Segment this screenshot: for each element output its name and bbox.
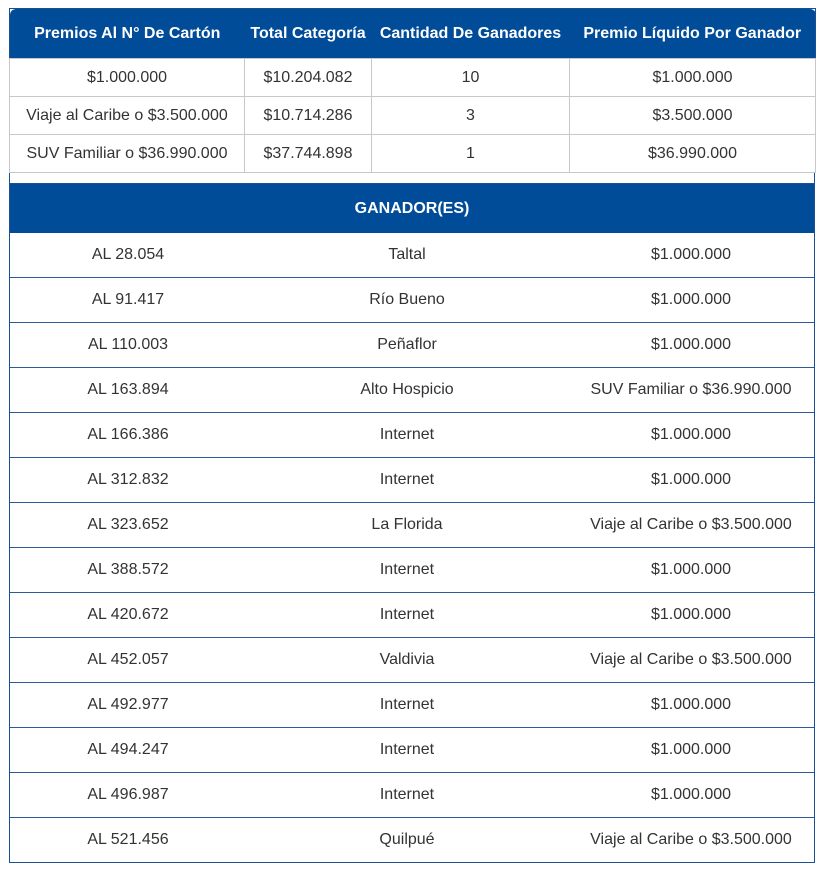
prize-cell: $1.000.000 — [650, 561, 732, 578]
city-cell: Internet — [379, 696, 435, 713]
prize-category-cell: SUV Familiar o $36.990.000 — [10, 135, 245, 173]
prize-cell: SUV Familiar o $36.990.000 — [590, 381, 792, 398]
prize-cell: $1.000.000 — [650, 336, 732, 353]
net-prize-cell: $1.000.000 — [570, 59, 816, 97]
results-container — [9, 8, 815, 863]
ticket-number-cell: AL 521.456 — [87, 831, 169, 848]
ticket-number-cell: AL 28.054 — [91, 246, 165, 263]
prize-table-header-row — [10, 9, 816, 59]
city-cell: Taltal — [388, 246, 426, 263]
city-cell: Internet — [379, 741, 435, 758]
city-cell: Valdivia — [379, 651, 435, 668]
ticket-number-cell: AL 312.832 — [87, 471, 169, 488]
prize-cell: $1.000.000 — [650, 606, 732, 623]
city-cell: Alto Hospicio — [360, 381, 454, 398]
table-row — [10, 367, 814, 412]
city-cell: La Florida — [371, 516, 443, 533]
net-prize-cell: $3.500.000 — [570, 97, 816, 135]
ticket-number-cell: AL 420.672 — [87, 606, 169, 623]
ticket-number-cell: AL 452.057 — [87, 651, 169, 668]
header-total-categoria: Total Categoría — [245, 9, 372, 59]
winners-list — [10, 233, 814, 862]
table-row — [10, 412, 814, 457]
city-cell: Internet — [379, 471, 435, 488]
prize-category-cell: Viaje al Caribe o $3.500.000 — [10, 97, 245, 135]
prize-cell: Viaje al Caribe o $3.500.000 — [590, 516, 792, 533]
table-row — [10, 59, 816, 97]
table-row — [10, 277, 814, 322]
table-row — [10, 592, 814, 637]
total-category-cell: $10.204.082 — [245, 59, 372, 97]
prize-cell: $1.000.000 — [650, 786, 732, 803]
table-row — [10, 502, 814, 547]
prize-category-cell: $1.000.000 — [10, 59, 245, 97]
table-row — [10, 637, 814, 682]
net-prize-cell: $36.990.000 — [570, 135, 816, 173]
winner-count-cell: 3 — [372, 97, 570, 135]
prize-cell: $1.000.000 — [650, 741, 732, 758]
table-row — [10, 135, 816, 173]
winners-table — [9, 183, 815, 863]
table-row — [10, 817, 814, 862]
table-row — [10, 457, 814, 502]
winners-title: GANADOR(ES) — [10, 184, 814, 233]
ticket-number-cell: AL 323.652 — [87, 516, 169, 533]
table-row — [10, 727, 814, 772]
header-premios-carton: Premios Al N° De Cartón — [10, 9, 245, 59]
prize-cell: $1.000.000 — [650, 426, 732, 443]
prize-cell: Viaje al Caribe o $3.500.000 — [590, 831, 792, 848]
header-cantidad-ganadores: Cantidad De Ganadores — [372, 9, 570, 59]
table-row — [10, 772, 814, 817]
total-category-cell: $10.714.286 — [245, 97, 372, 135]
prize-cell: $1.000.000 — [650, 696, 732, 713]
ticket-number-cell: AL 91.417 — [91, 291, 165, 308]
city-cell: Río Bueno — [369, 291, 445, 308]
city-cell: Internet — [379, 561, 435, 578]
city-cell: Internet — [379, 426, 435, 443]
prize-cell: $1.000.000 — [650, 246, 732, 263]
ticket-number-cell: AL 163.894 — [87, 381, 169, 398]
ticket-number-cell: AL 494.247 — [87, 741, 169, 758]
ticket-number-cell: AL 110.003 — [87, 336, 169, 353]
city-cell: Quilpué — [379, 831, 435, 848]
prize-cell: Viaje al Caribe o $3.500.000 — [590, 651, 792, 668]
header-premio-liquido: Premio Líquido Por Ganador — [570, 9, 816, 59]
table-row — [10, 233, 814, 277]
ticket-number-cell: AL 492.977 — [87, 696, 169, 713]
prize-cell: $1.000.000 — [650, 291, 732, 308]
ticket-number-cell: AL 496.987 — [87, 786, 169, 803]
winner-count-cell: 1 — [372, 135, 570, 173]
table-row — [10, 97, 816, 135]
table-row — [10, 682, 814, 727]
table-row — [10, 322, 814, 367]
city-cell: Internet — [379, 786, 435, 803]
total-category-cell: $37.744.898 — [245, 135, 372, 173]
ticket-number-cell: AL 388.572 — [87, 561, 169, 578]
city-cell: Internet — [379, 606, 435, 623]
prize-cell: $1.000.000 — [650, 471, 732, 488]
prize-table — [9, 8, 816, 173]
city-cell: Peñaflor — [377, 336, 437, 353]
ticket-number-cell: AL 166.386 — [87, 426, 169, 443]
winner-count-cell: 10 — [372, 59, 570, 97]
table-row — [10, 547, 814, 592]
table-spacer — [9, 173, 815, 183]
